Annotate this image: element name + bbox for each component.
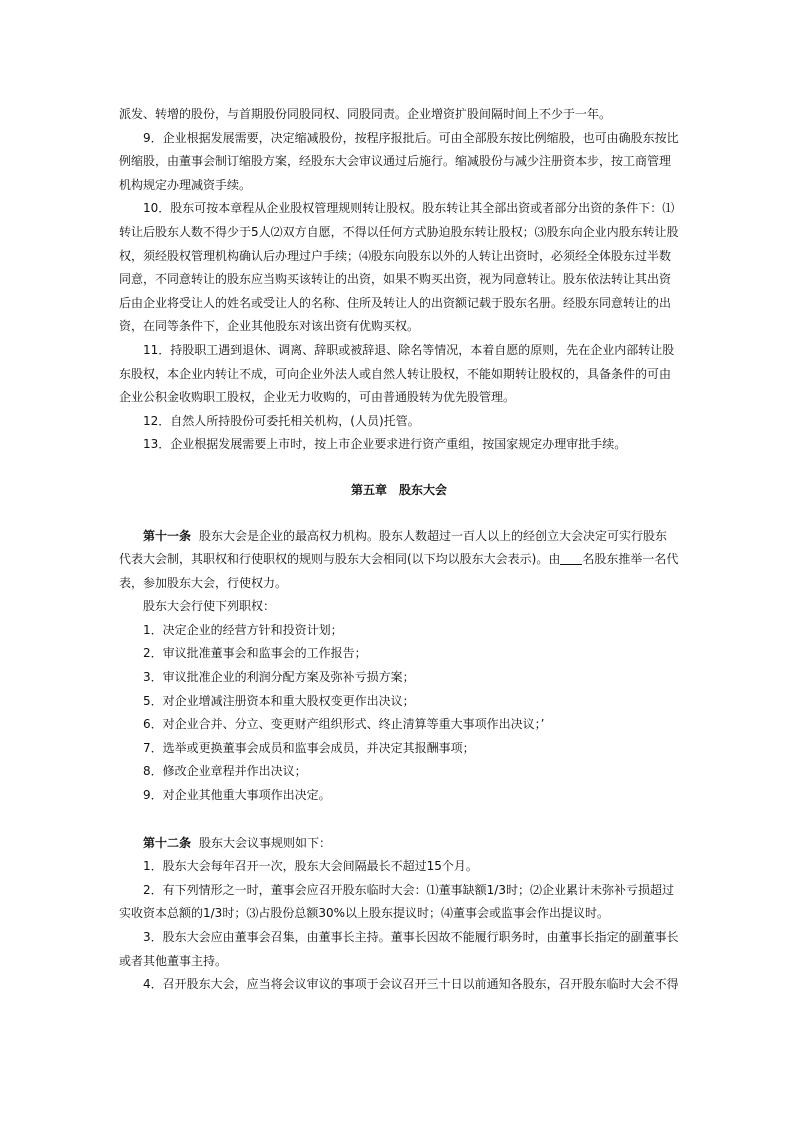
paragraph-item-11: 11．持股职工遇到退休、调离、辞职或被辞退、除名等情况，本着自愿的原则，先在企业内部转让股东股权，本企业内转让不成，可向企业外法人或自然人转让股权，不能如期转让股权的，具备条件的可由企业公积金收购职工股权，企业无力收购的，可由普通股转为优先股管理。 (119, 342, 675, 405)
rule-item: 3．股东大会应由董事会召集，由董事长主持。董事长因故不能履行职务时，由董事长指定的副董事长或者其他董事主持。 (119, 930, 679, 968)
power-item: 1．决定企业的经营方针和投资计划； (143, 622, 343, 637)
powers-intro: 股东大会行使下列职权： (143, 599, 276, 614)
power-item: 6．对企业合并、分立、变更财产组织形式、终止清算等重大事项作出决议；’ (143, 717, 545, 732)
rule-item: 4．召开股东大会，应当将会议审议的事项于会议召开三十日以前通知各股东，召开股东临时大会不得 (143, 977, 679, 992)
paragraph-item-13: 13．企业根据发展需要上市时，按上市企业要求进行资产重组，按国家规定办理审批手续。 (143, 437, 627, 452)
power-item: 9．对企业其他重大事项作出决定。 (143, 788, 331, 803)
article-11-paragraph (119, 525, 679, 596)
article-11-body-a: 股东大会是企业的最高权力机构。股东人数超过一百人以上的经创立大会决定可实行股东代表大会制，其职权和行使职权的规则与股东大会相同(以下均以股东大会表示)。由 (119, 528, 668, 567)
chapter-title: 第五章 股东大会 (350, 482, 447, 497)
rule-item: 2．有下列情形之一时，董事会应召开股东临时大会：⑴董事缺额1/3时；⑵企业累计未弥补亏损超过实收资本总额的1/3时；⑶占股份总额30%以上股东提议时；⑷董事会或监事会作出提议时。 (119, 882, 674, 921)
section-spacer (119, 808, 679, 832)
power-item: 5．对企业增减注册资本和重大股权变更作出决议； (143, 693, 415, 708)
power-item: 7．选举或更换董事会成员和监事会成员，并决定其报酬事项； (143, 740, 475, 755)
paragraph-item-12: 12．自然人所持股份可委托相关机构，(人员)托管。 (143, 413, 420, 428)
article-12-heading: 第十二条 (143, 835, 192, 850)
article-12-intro: 股东大会议事规则如下： (199, 835, 332, 850)
blank-fill-line (560, 550, 582, 565)
rule-item: 1．股东大会每年召开一次，股东大会间隔最长不超过15个月。 (143, 859, 478, 874)
paragraph-item-9: 9．企业根据发展需要，决定缩减股份，按程序报批后。可由全部股东按比例缩股，也可由确股东按比例缩股，由董事会制订缩股方案，经股东大会审议通过后施行。缩减股份与减少注册资本步，按工商管理机构规定办理减资手续。 (119, 130, 679, 192)
power-item: 3．审议批准企业的利润分配方案及弥补亏损方案； (143, 670, 415, 685)
article-11-body-b: 名股东推举一名代表，参加股东大会，行使权力。 (119, 552, 679, 590)
paragraph-item-10: 10．股东可按本章程从企业股权管理规则转让股权。股东转让其全部出资或者部分出资的条件下：⑴转让后股东人数不得少于5人⑵双方自愿，不得以任何方式胁迫股东转让股权；⑶股东向企业内股东转让股权，须经股权管理机构确认后办理过户手续；⑷股东向股东以外的人转让出资时，必须经全体股东过半数同意，不同意转让的股东应当购买该转让的出资，如果不购买出资，视为同意转让。股东依法转让其出资后由企业将受让人的姓名或受让人的名称、住所及转让人的出资额记载于股东名册。经股东同意转让的出资，在同等条件下，企业其他股东对该出资有优购买权。 (119, 201, 679, 334)
article-12-paragraph (119, 832, 679, 856)
power-item: 2．审议批准董事会和监事会的工作报告； (143, 646, 367, 661)
document-body (119, 103, 679, 997)
article-11-heading: 第十一条 (143, 528, 192, 543)
power-item: 8．修改企业章程并作出决议； (143, 764, 307, 779)
paragraph-continuation: 派发、转增的股份，与首期股份同股同权、同股同责。企业增资扩股间隔时间上不少于一年。 (119, 107, 612, 121)
